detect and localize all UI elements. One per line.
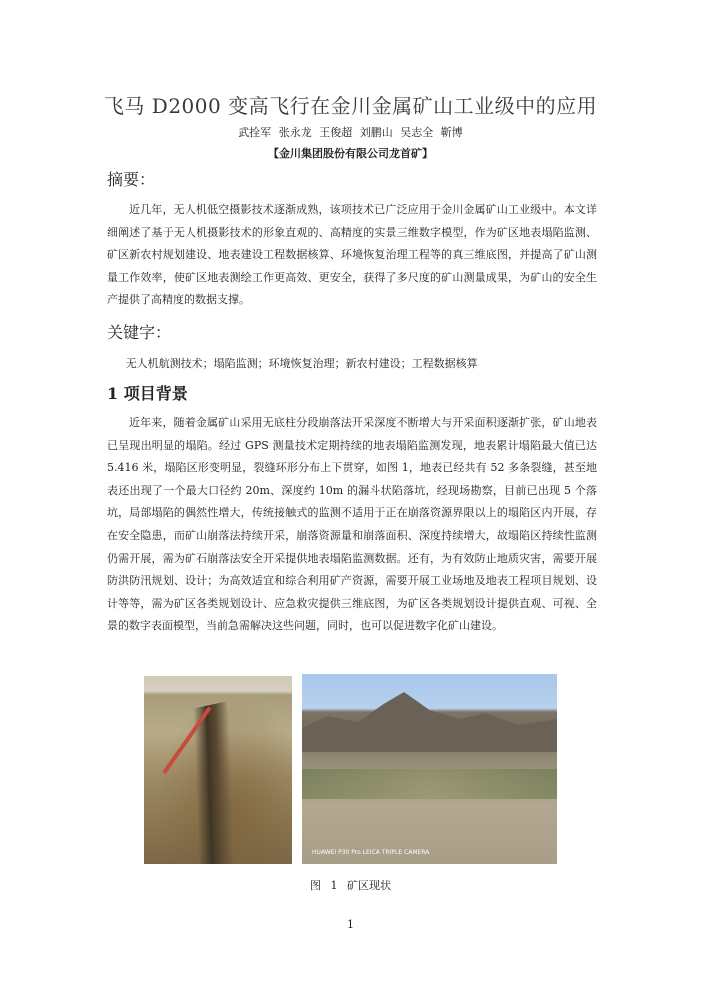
section-text: 近年来，随着金属矿山采用无底柱分段崩落法开采深度不断增大与开采面积逐渐扩张，矿山地表已呈现出明显的塌陷。经过 GPS 测量技术定期持续的地表塌陷监测发现，地表累计塌陷最大值已达 5.416 米，塌陷区形变明显，裂缝环形分布上下贯穿，如图 1，地表已经共有 52 多条裂缝，甚至地表还出现了一个最大口径约 20m、深度约 10m 的漏斗状陷落坑，经现场勘察，目前已出现 5 个落坑，局部塌陷的偶然性增大，传统接触式的监测不适用于正在崩落资源界限以上的塌陷区内开展，存在安全隐患，而矿山崩落法持续开采，崩落资源量和崩落面积、深度持续增大，故塌陷区持续性监测仍需开展，需为矿石崩落法安全开采提供地表塌陷监测数据。还有，为有效防止地质灾害，需要开展防洪防汛规划、设计；为高效适宜和综合利用矿产资源，需要开展工业场地及地表工程项目规划、设计等等，需为矿区各类规划设计、应急救灾提供三维底图，为矿区各类规划设计提供直观、可视、全景的数字表面模型，当前急需解决这些问题，同时，也可以促进数字化矿山建设。 [107, 416, 597, 633]
keywords-text: 无人机航测技术；塌陷监测；环境恢复治理；新农村建设；工程数据核算 [125, 357, 478, 370]
figure-caption: 图 1 矿区现状 [310, 879, 391, 892]
ground-crack-photo [144, 676, 292, 864]
mountain-shape [302, 692, 557, 752]
affiliation: 【金川集团股份有限公司龙首矿】 [268, 147, 433, 160]
page-number: 1 [347, 918, 354, 931]
camera-watermark: HUAWEI P30 Pro LEICA TRIPLE CAMERA [312, 849, 430, 856]
vegetation-band [302, 769, 557, 799]
mine-area-photo [302, 674, 557, 864]
paper-title: 飞马 D2000 变高飞行在金川金属矿山工业级中的应用 [103, 94, 598, 118]
crack-shape [167, 702, 261, 864]
abstract-heading: 摘要： [107, 170, 156, 189]
abstract-text: 近几年，无人机低空摄影技术逐渐成熟，该项技术已广泛应用于金川金属矿山工业级中。本文详细阐述了基于无人机摄影技术的形象直观的、高精度的实景三维数字模型，作为矿区地表塌陷监测、矿区新农村规划建设、地表建设工程数据核算、环境恢复治理工程等的真三维底图，并提高了矿山测量工作效率，使矿区地表测绘工作更高效、更安全，获得了多尺度的矿山测量成果，为矿山的安全生产提供了高精度的数据支撑。 [107, 203, 597, 307]
author-list: 武拴军 张永龙 王俊超 刘鹏山 吴志全 靳博 [238, 126, 463, 139]
section-heading: 1 项目背景 [107, 384, 188, 403]
keywords-heading: 关键字： [107, 323, 172, 342]
